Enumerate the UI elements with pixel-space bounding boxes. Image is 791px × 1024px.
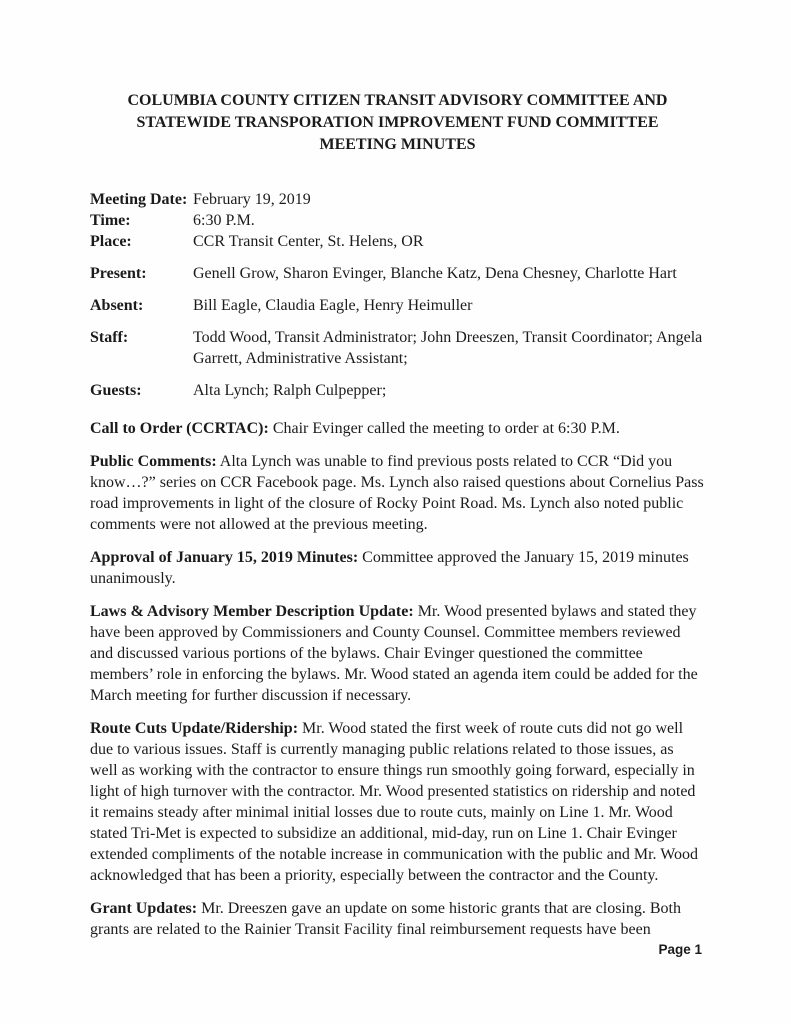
info-row-guests	[90, 380, 705, 401]
section-heading-laws-advisory-update: Laws & Advisory Member Description Update:	[90, 603, 414, 620]
info-label-guests: Guests:	[90, 382, 142, 399]
section-heading-grant-updates: Grant Updates:	[90, 900, 198, 917]
title-line-3: MEETING MINUTES	[319, 136, 476, 153]
info-label-absent: Absent:	[90, 297, 144, 314]
section-text-laws-advisory-update: Mr. Wood presented bylaws and stated they have been approved by Commissioners and County Counsel. Committee members reviewed and discussed various portions of the bylaws. Chair Evinger questioned the committee members’ role in enforcing the bylaws. Mr. Wood stated an agenda item could be added for the March meeting for further discussion if necessary.	[90, 603, 698, 704]
section-laws-advisory-update	[90, 601, 705, 706]
info-label-place: Place:	[90, 233, 132, 250]
info-row-absent	[90, 295, 705, 316]
info-row-time	[90, 210, 705, 231]
info-value-meeting-date: February 19, 2019	[193, 191, 311, 208]
title-line-1: COLUMBIA COUNTY CITIZEN TRANSIT ADVISORY COMMITTEE AND	[127, 92, 668, 109]
meeting-info	[90, 189, 705, 401]
info-value-place: CCR Transit Center, St. Helens, OR	[193, 233, 424, 250]
info-row-place	[90, 231, 705, 252]
section-text-grant-updates: Mr. Dreeszen gave an update on some historic grants that are closing. Both grants are related to the Rainier Transit Facility final reimbursement requests have been	[90, 900, 681, 938]
section-approval-of-minutes	[90, 547, 705, 589]
section-heading-route-cuts-ridership: Route Cuts Update/Ridership:	[90, 720, 299, 737]
info-value-staff: Todd Wood, Transit Administrator; John Dreeszen, Transit Coordinator; Angela Garrett, Administrative Assistant;	[193, 329, 703, 367]
info-value-present: Genell Grow, Sharon Evinger, Blanche Katz, Dena Chesney, Charlotte Hart	[193, 265, 677, 282]
section-grant-updates	[90, 898, 705, 940]
section-route-cuts-ridership	[90, 718, 705, 886]
info-label-staff: Staff:	[90, 329, 129, 346]
section-text-call-to-order: Chair Evinger called the meeting to order at 6:30 P.M.	[272, 420, 620, 437]
info-row-meeting-date	[90, 189, 705, 210]
info-value-absent: Bill Eagle, Claudia Eagle, Henry Heimuller	[193, 297, 473, 314]
info-label-present: Present:	[90, 265, 147, 282]
page-number: Page 1	[658, 942, 702, 957]
info-label-time: Time:	[90, 212, 131, 229]
document-title	[90, 90, 705, 156]
section-public-comments	[90, 451, 705, 535]
title-line-2: STATEWIDE TRANSPORATION IMPROVEMENT FUND COMMITTEE	[136, 114, 659, 131]
minutes-body	[90, 418, 705, 940]
section-call-to-order	[90, 418, 705, 439]
info-row-staff	[90, 327, 705, 369]
section-heading-public-comments: Public Comments:	[90, 453, 217, 470]
section-text-public-comments: Alta Lynch was unable to find previous posts related to CCR “Did you know…?” series on CCR Facebook page. Ms. Lynch also raised questions about Cornelius Pass road improvements in light of the closure of Rocky Point Road. Ms. Lynch also noted public comments were not allowed at the previous meeting.	[90, 453, 704, 533]
section-text-route-cuts-ridership: Mr. Wood stated the first week of route cuts did not go well due to various issues. Staff is currently managing public relations related to those issues, as well as working with the contractor to ensure things run smoothly going forward, especially in light of high turnover with the contractor. Mr. Wood presented statistics on ridership and noted it remains steady after minimal initial losses due to route cuts, mainly on Line 1. Mr. Wood stated Tri-Met is expected to subsidize an additional, mid-day, run on Line 1. Chair Evinger extended compliments of the notable increase in communication with the public and Mr. Wood acknowledged that has been a priority, especially between the contractor and the County.	[90, 720, 699, 884]
section-heading-call-to-order: Call to Order (CCRTAC):	[90, 420, 269, 437]
info-label-meeting-date: Meeting Date:	[90, 191, 188, 208]
section-heading-approval-of-minutes: Approval of January 15, 2019 Minutes:	[90, 549, 359, 566]
section-text-approval-of-minutes: Committee approved the January 15, 2019 minutes unanimously.	[90, 549, 689, 587]
info-value-guests: Alta Lynch; Ralph Culpepper;	[193, 382, 387, 399]
info-value-time: 6:30 P.M.	[193, 212, 255, 229]
info-row-present	[90, 263, 705, 284]
